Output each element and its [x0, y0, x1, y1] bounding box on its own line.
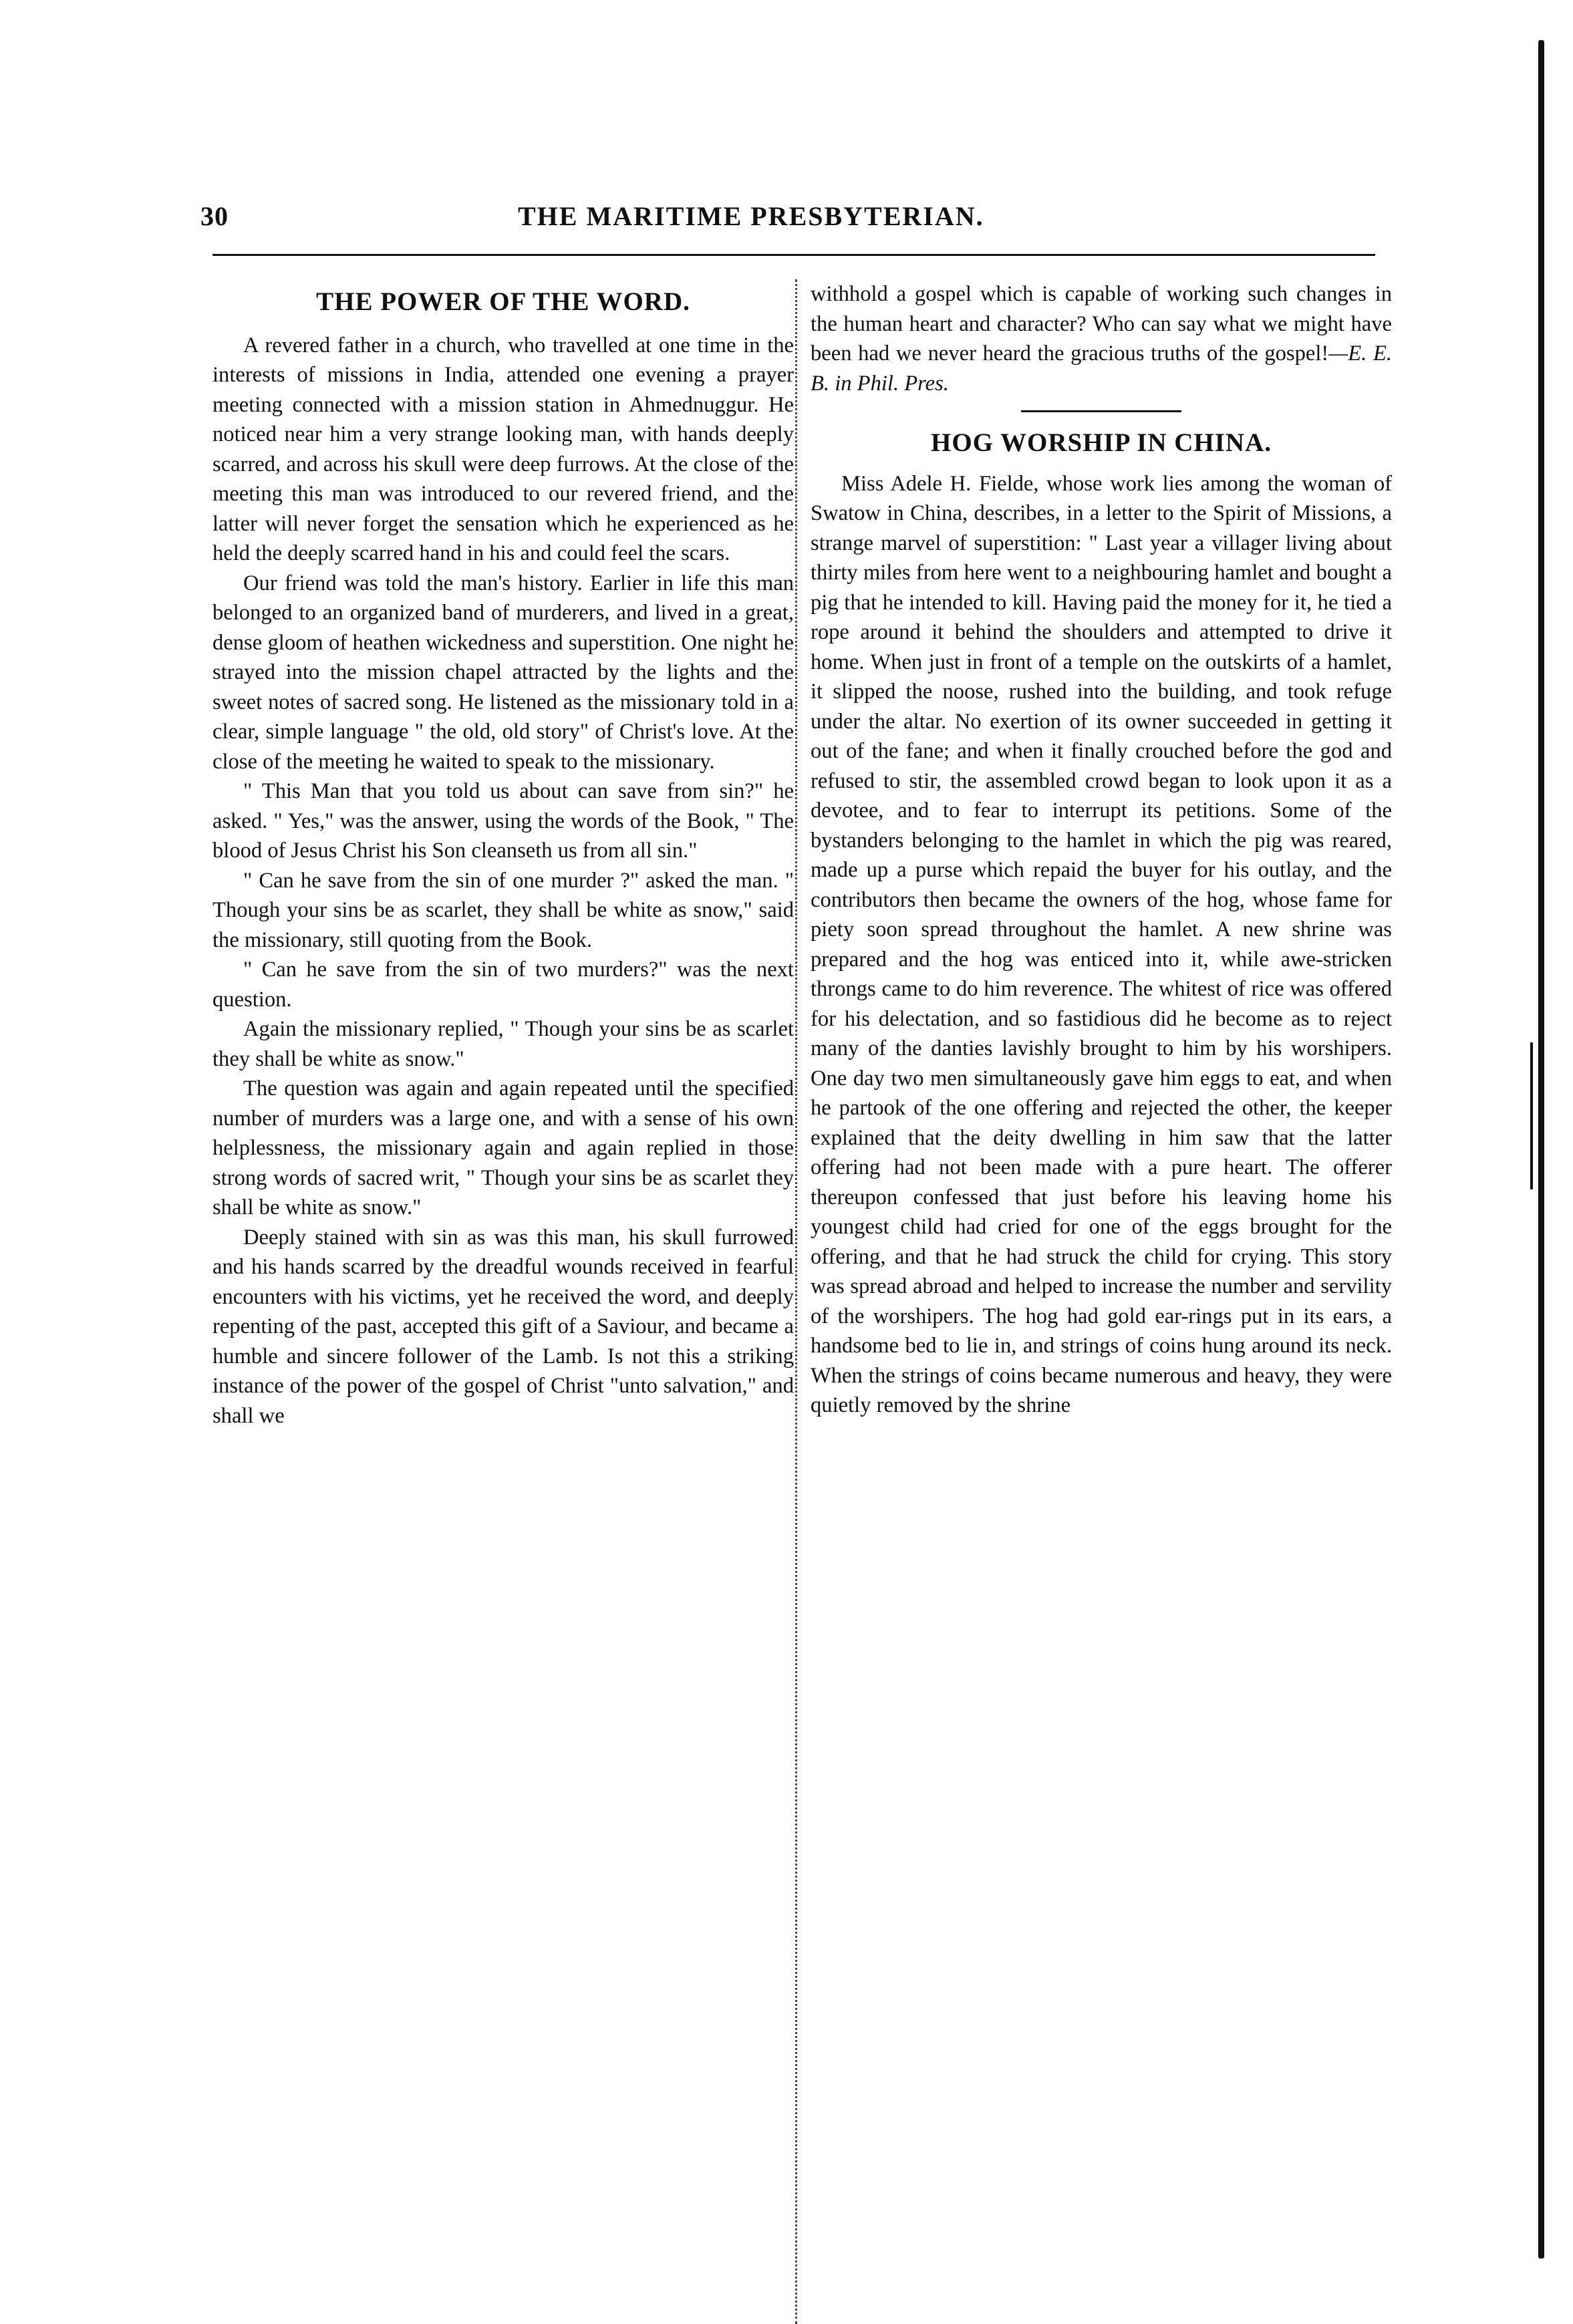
page-header [200, 200, 1403, 254]
article2-paragraph: Miss Adele H. Fielde, whose work lies among the woman of Swatow in China, describes, in a letter to the Spirit of Missions, a strange marvel of superstition: " Last year a villager living about thirty miles from here went to a neighbouring hamlet and bought a pig that he intended to kill. Having paid the money for it, he tied a rope around it behind the shoulders and attempted to drive it home. When just in front of a temple on the outskirts of a hamlet, it slipped the noose, rushed into the building, and took refuge under the altar. No exertion of its owner succeeded in getting it out of the fane; and when it finally crouched before the god and refused to stir, the assembled crowd began to look upon it as a devotee, and to fear to interrupt its petitions. Some of the bystanders belonging to the hamlet in which the pig was reared, made up a purse which repaid the buyer for his outlay, and the contributors then became the owners of the hog, whose fame for piety soon spread throughout the hamlet. A new shrine was prepared and the hog was enticed into it, while awe-stricken throngs came to do him reverence. The whitest of rice was offered for his delectation, and so fastidious did he become as to reject many of the danties lavishly brought to him by his worshipers. One day two men simultaneously gave him eggs to eat, and when he partook of the one offering and rejected the other, the keeper explained that the deity dwelling in him saw that the latter offering had not been made with a pure heart. The offerer thereupon confessed that just before his leaving home his youngest child had cried for one of the eggs brought for the offering, and that he had struck the child for crying. This story was spread abroad and helped to increase the number and servility of the worshipers. The hog had gold ear-rings put in its ears, a handsome bed to lie in, and strings of coins hung around its neck. When the strings of coins became numerous and heavy, they were quietly removed by the shrine [811, 471, 1392, 1417]
journal-title: THE MARITIME PRESBYTERIAN. [518, 201, 984, 231]
left-column [212, 279, 794, 1431]
article1-signature: —E. E. B. in Phil. Pres. [811, 341, 1392, 396]
page-edge-tick [1530, 1042, 1533, 1189]
article-separator-rule [1021, 410, 1181, 412]
article-title-power-of-the-word: THE POWER OF THE WORD. [316, 287, 690, 316]
page-number: 30 [200, 201, 229, 231]
article1-paragraph: " Can he save from the sin of two murders?" was the next question. [212, 958, 794, 1012]
column-divider [795, 279, 797, 2324]
article1-paragraph: Again the missionary replied, " Though your sins be as scarlet they shall be white as snow." [212, 1017, 794, 1071]
article1-paragraph: " This Man that you told us about can save from sin?" he asked. " Yes," was the answer, using the words of the Book, " The blood of Jesus Christ his Son cleanseth us from all sin." [212, 779, 794, 863]
header-rule [212, 254, 1375, 256]
page-edge-binding-mark [1538, 40, 1544, 2259]
article1-paragraph: The question was again and again repeated until the specified number of murders was a large one, and with a sense of his own helplessness, the missionary again and again replied in those strong words of sacred writ, " Though your sins be as scarlet they shall be white as snow." [212, 1076, 794, 1219]
article1-continuation-text: withhold a gospel which is capable of working such changes in the human heart and character? Who can say what we might have been had we never heard the gracious truths of the gospel! [811, 282, 1392, 366]
right-column [811, 279, 1392, 1421]
article1-paragraph: Our friend was told the man's history. Earlier in life this man belonged to an organized band of murderers, and lived in a great, dense gloom of heathen wickedness and superstition. One night he strayed into the mission chapel attracted by the lights and the sweet notes of sacred song. He listened as the missionary told in a clear, simple language " the old, old story" of Christ's love. At the close of the meeting he waited to speak to the missionary. [212, 571, 794, 774]
article1-paragraph: A revered father in a church, who travelled at one time in the interests of missions in India, attended one evening a prayer meeting connected with a mission station in Ahmednuggur. He noticed near him a very strange looking man, with hands deeply scarred, and across his skull were deep furrows. At the close of the meeting this man was introduced to our revered friend, and the latter will never forget the sensation which he experienced as he held the deeply scarred hand in his and could feel the scars. [212, 333, 794, 565]
article1-continuation [811, 279, 1392, 398]
article-title-hog-worship: HOG WORSHIP IN CHINA. [930, 428, 1272, 457]
article1-paragraph: Deeply stained with sin as was this man, his skull furrowed and his hands scarred by the dreadful wounds received in fearful encounters with his victims, yet he received the word, and deeply repenting of the past, accepted this gift of a Saviour, and became a humble and sincere follower of the Lamb. Is not this a striking instance of the power of the gospel of Christ "unto salvation," and shall we [212, 1225, 794, 1428]
article1-paragraph: " Can he save from the sin of one murder ?" asked the man. " Though your sins be as scarlet, they shall be white as snow," said the missionary, still quoting from the Book. [212, 868, 794, 952]
